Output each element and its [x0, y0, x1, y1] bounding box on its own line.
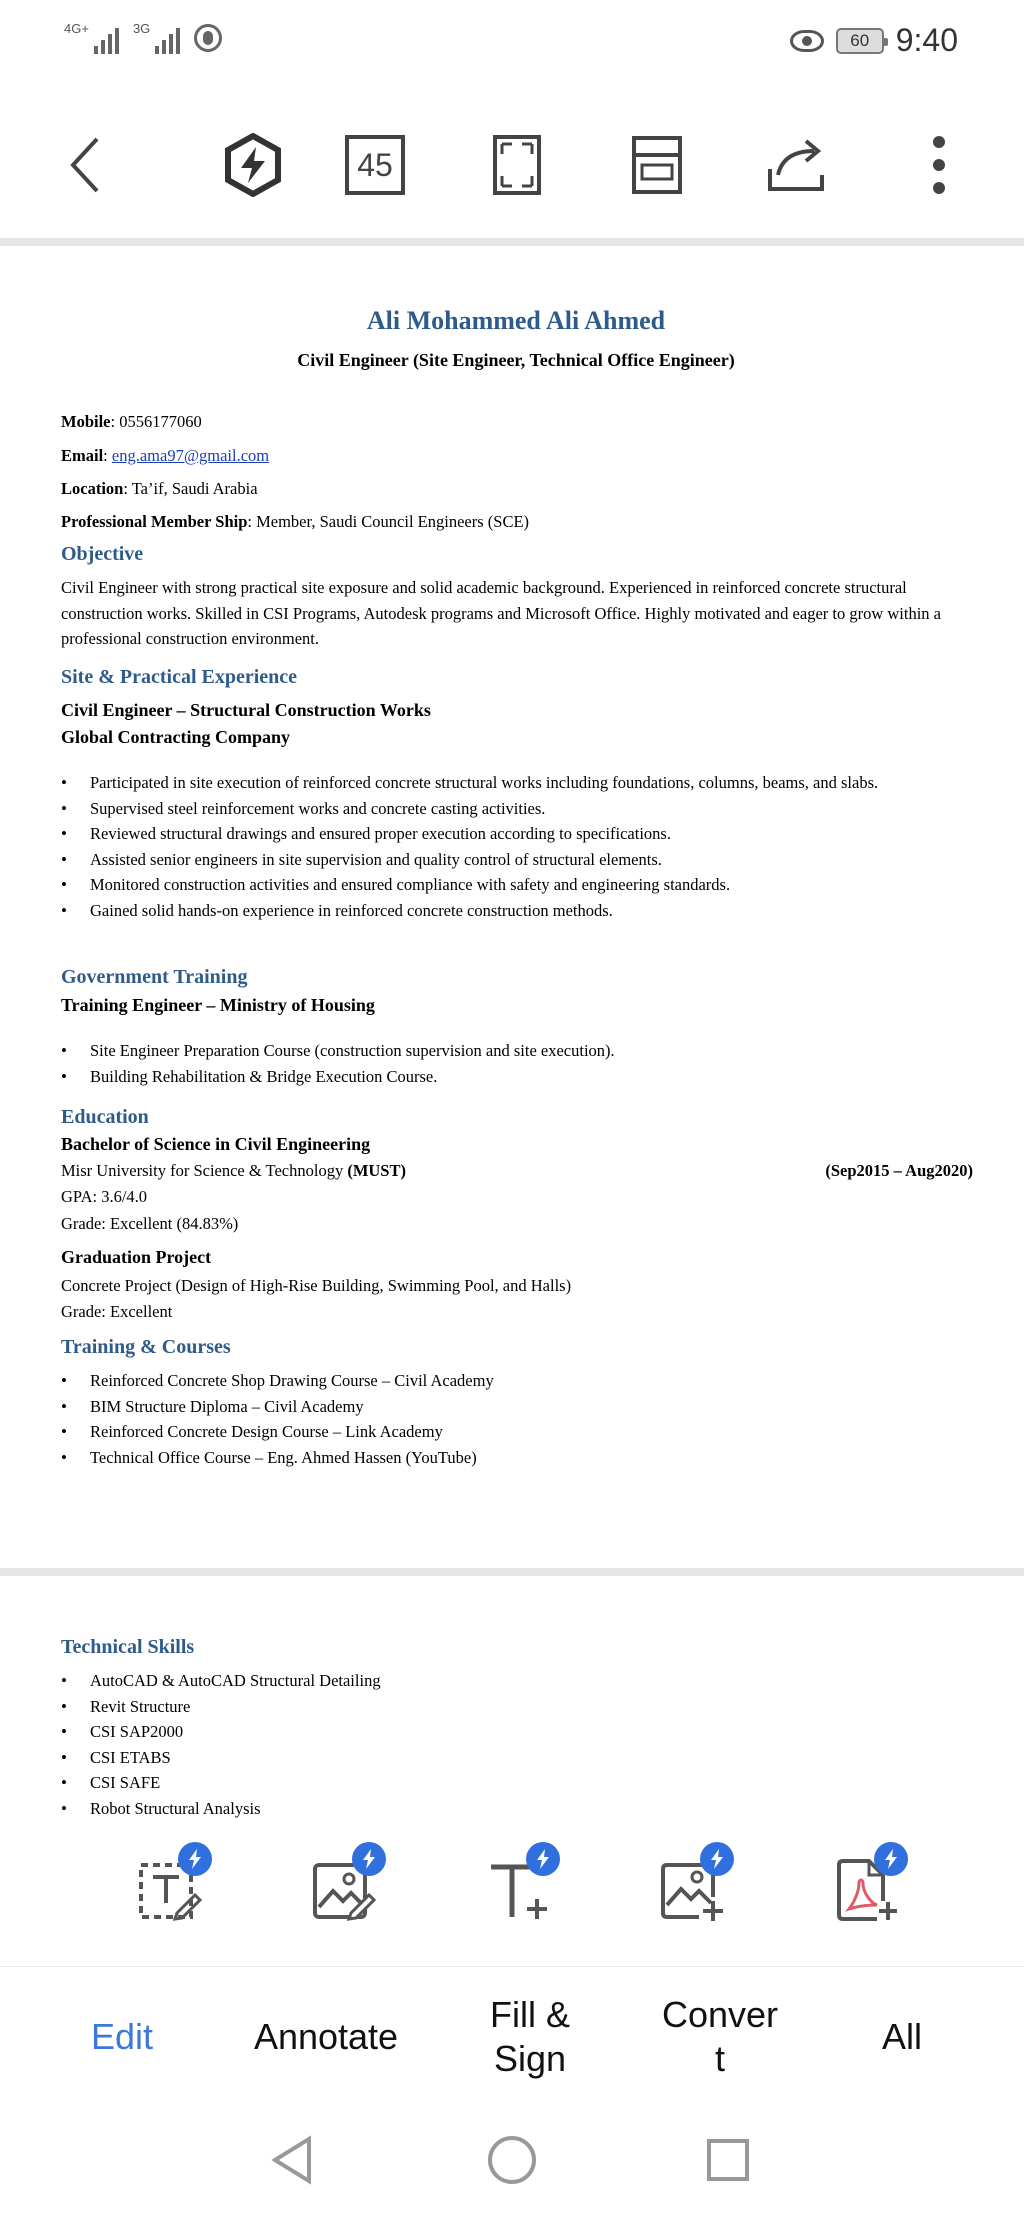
- technical-skills-bullets: [61, 1668, 971, 1821]
- experience-heading: Site & Practical Experience: [61, 666, 298, 688]
- signal-3g-icon: [133, 22, 180, 54]
- tab-convert[interactable]: Conver t: [661, 1994, 779, 2079]
- lightning-badge-icon: [178, 1842, 212, 1876]
- objective-heading: Objective: [61, 543, 144, 565]
- mobile-value: : 0556177060: [110, 412, 202, 431]
- nav-recents-button[interactable]: [688, 2110, 768, 2210]
- document-page-1: [0, 246, 1024, 1568]
- university-abbr: (MUST): [347, 1161, 406, 1180]
- nav-home-button[interactable]: [472, 2110, 552, 2210]
- location-label: Location: [61, 479, 124, 498]
- reading-mode-button[interactable]: [612, 110, 702, 220]
- government-training-bullets: [61, 1038, 971, 1089]
- education-heading: Education: [61, 1106, 149, 1128]
- reading-mode-icon: [631, 135, 683, 195]
- quick-tools: [0, 1840, 1024, 1940]
- list-item: • Reviewed structural drawings and ensured proper execution according to specifications.: [61, 821, 971, 847]
- globe-icon: [194, 24, 222, 52]
- list-item: • Reinforced Concrete Design Course – Link Academy: [61, 1419, 971, 1445]
- list-item: • Reinforced Concrete Shop Drawing Course – Civil Academy: [61, 1368, 971, 1394]
- list-item: • Monitored construction activities and ensured compliance with safety and engineering standards.: [61, 872, 971, 898]
- share-button[interactable]: [752, 110, 842, 220]
- document-page-2: [0, 1576, 1024, 1822]
- more-vertical-icon: [931, 134, 947, 196]
- education-gpa: GPA: 3.6/4.0: [61, 1187, 148, 1206]
- graduation-project-heading: Graduation Project: [61, 1247, 212, 1267]
- more-options-button[interactable]: [894, 110, 984, 220]
- signal-4g-icon: [64, 22, 119, 54]
- contact-email: [61, 446, 269, 466]
- list-item: • Gained solid hands-on experience in reinforced concrete construction methods.: [61, 898, 971, 924]
- headline-subtitle: (Site Engineer, Technical Office Engineer): [412, 350, 735, 370]
- list-item: • AutoCAD & AutoCAD Structural Detailing: [61, 1668, 971, 1694]
- email-label: Email: [61, 446, 104, 465]
- experience-role: Civil Engineer – Structural Construction Works: [61, 700, 431, 720]
- training-courses-bullets: [61, 1368, 971, 1470]
- list-item: • CSI SAP2000: [61, 1719, 971, 1745]
- list-item: • Participated in site execution of reinforced concrete structural works including foundations, columns, beams, and slabs.: [61, 770, 971, 796]
- edit-image-tool[interactable]: [294, 1840, 394, 1940]
- lightning-badge-icon: [700, 1842, 734, 1876]
- create-pdf-tool[interactable]: [816, 1840, 916, 1940]
- nav-home-icon: [486, 2134, 538, 2186]
- signal-3g-label: 3G: [132, 21, 151, 36]
- eye-comfort-icon: [790, 30, 824, 52]
- system-nav-bar: [0, 2110, 1024, 2218]
- lightning-badge-icon: [526, 1842, 560, 1876]
- nav-back-button[interactable]: [252, 2110, 332, 2210]
- battery-level: 60: [850, 30, 870, 50]
- page-count-box: [345, 135, 405, 195]
- fullscreen-icon: [492, 134, 542, 196]
- list-item: • Robot Structural Analysis: [61, 1796, 971, 1822]
- back-arrow-icon: [65, 133, 105, 197]
- list-item: • CSI ETABS: [61, 1745, 971, 1771]
- lightning-badge-icon: [352, 1842, 386, 1876]
- location-value: : Ta’if, Saudi Arabia: [123, 479, 258, 498]
- experience-bullets: [61, 770, 971, 923]
- university-name: Misr University for Science & Technology: [61, 1161, 348, 1180]
- list-item: • Technical Office Course – Eng. Ahmed Hassen (YouTube): [61, 1445, 971, 1471]
- bottom-tab-bar: [0, 1966, 1024, 2106]
- fullscreen-button[interactable]: [472, 110, 562, 220]
- add-image-tool[interactable]: [642, 1840, 742, 1940]
- list-item: • Supervised steel reinforcement works and concrete casting activities.: [61, 796, 971, 822]
- experience-company: Global Contracting Company: [61, 727, 291, 747]
- training-courses-heading: Training & Courses: [61, 1336, 231, 1358]
- clock: 9:40: [895, 22, 958, 58]
- government-training-heading: Government Training: [61, 966, 248, 988]
- add-text-tool[interactable]: [468, 1840, 568, 1940]
- graduation-project-text: Concrete Project (Design of High-Rise Building, Swimming Pool, and Halls): [61, 1276, 572, 1295]
- resume-headline: [61, 350, 971, 371]
- technical-skills-heading: Technical Skills: [61, 1636, 195, 1658]
- page-count-button[interactable]: [330, 110, 420, 220]
- government-training-role: Training Engineer – Ministry of Housing: [61, 995, 375, 1015]
- list-item: • CSI SAFE: [61, 1770, 971, 1796]
- top-toolbar: [0, 110, 1024, 220]
- headline-title: Civil Engineer: [297, 350, 409, 370]
- contact-membership: [61, 512, 529, 532]
- tab-all[interactable]: All: [881, 2016, 922, 2057]
- membership-label: Professional Member Ship: [61, 512, 248, 531]
- education-dates: (Sep2015 – Aug2020): [825, 1161, 973, 1180]
- share-icon: [764, 135, 830, 195]
- nav-back-icon: [269, 2135, 315, 2185]
- education-university: [61, 1161, 406, 1181]
- contact-mobile: [61, 412, 202, 432]
- email-link[interactable]: eng.ama97@gmail.com: [111, 446, 270, 465]
- resume-name: Ali Mohammed Ali Ahmed: [366, 306, 666, 335]
- education-degree: Bachelor of Science in Civil Engineering: [61, 1134, 371, 1154]
- page-separator: [0, 238, 1024, 246]
- page-count: 45: [357, 146, 393, 183]
- mobile-label: Mobile: [61, 412, 111, 431]
- tab-edit[interactable]: Edit: [90, 2016, 154, 2057]
- edit-text-tool[interactable]: [120, 1840, 220, 1940]
- page-separator: [0, 1568, 1024, 1576]
- tab-fill-sign[interactable]: Fill & Sign: [490, 1994, 570, 2079]
- status-bar: [0, 0, 1024, 84]
- list-item: • Revit Structure: [61, 1694, 971, 1720]
- contact-location: [61, 479, 258, 499]
- signal-4g-label: 4G+: [64, 21, 89, 36]
- list-item: • BIM Structure Diploma – Civil Academy: [61, 1394, 971, 1420]
- battery-icon: [836, 28, 884, 54]
- list-item: • Building Rehabilitation & Bridge Execution Course.: [61, 1064, 971, 1090]
- email-separator: :: [103, 446, 112, 465]
- nav-recents-icon: [705, 2137, 751, 2183]
- lightning-badge-icon: [874, 1842, 908, 1876]
- education-grade: Grade: Excellent (84.83%): [61, 1214, 239, 1233]
- graduation-project-grade: Grade: Excellent: [61, 1302, 173, 1321]
- objective-text: Civil Engineer with strong practical site exposure and solid academic background. Experienced in reinforced concrete structural construction works. Skilled in CSI Programs, Autodesk programs and Microsoft Office. Highly motivated and eager to grow within a professional construction environment.: [61, 578, 942, 648]
- back-button[interactable]: [40, 110, 130, 220]
- membership-value: : Member, Saudi Council Engineers (SCE): [247, 512, 530, 531]
- tab-annotate[interactable]: Annotate: [253, 2016, 399, 2057]
- ai-assistant-button[interactable]: [208, 110, 298, 220]
- lightning-hexagon-icon: [221, 133, 285, 197]
- list-item: • Site Engineer Preparation Course (construction supervision and site execution).: [61, 1038, 971, 1064]
- list-item: • Assisted senior engineers in site supervision and quality control of structural elements.: [61, 847, 971, 873]
